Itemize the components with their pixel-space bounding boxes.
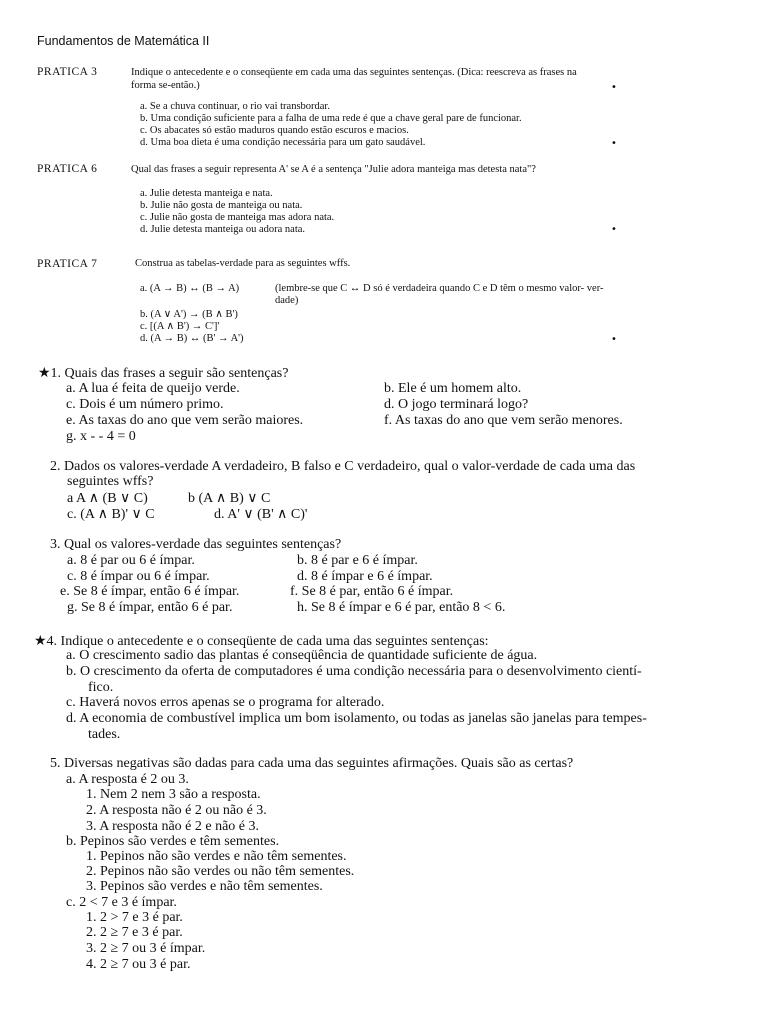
pratica-6-item-a: a. Julie detesta manteiga e nata.	[140, 188, 273, 199]
question-5-item-a: a. A resposta é 2 ou 3.	[66, 772, 189, 787]
question-3-item-g: g. Se 8 é ímpar, então 6 é par.	[67, 600, 233, 615]
question-5-a-option-3: 3. A resposta não é 2 e não é 3.	[86, 819, 260, 834]
question-5-item-c: c. 2 < 7 e 3 é ímpar.	[66, 895, 177, 910]
pratica-3-item-d: d. Uma boa dieta é uma condição necessária para um gato saudável.	[140, 137, 426, 148]
bullet-mark: •	[611, 82, 617, 93]
question-1-item-g: g. x - - 4 = 0	[66, 429, 136, 444]
pratica-7-label: PRATICA 7	[37, 258, 98, 270]
question-3-item-c: c. 8 é ímpar ou 6 é ímpar.	[67, 569, 210, 584]
question-5-item-b: b. Pepinos são verdes e têm sementes.	[66, 834, 280, 849]
question-3-item-a: a. 8 é par ou 6 é ímpar.	[67, 553, 195, 568]
bullet-mark: •	[611, 138, 617, 149]
question-4-item-a: a. O crescimento sadio das plantas é conseqüência de quantidade suficiente de água.	[66, 648, 538, 663]
question-5-c-option-2: 2. 2 ≥ 7 e 3 é par.	[86, 925, 183, 940]
question-5-a-option-1: 1. Nem 2 nem 3 são a resposta.	[86, 787, 261, 802]
pratica-3-item-c: c. Os abacates só estão maduros quando estão escuros e macios.	[140, 125, 409, 136]
question-1-item-d: d. O jogo terminará logo?	[384, 397, 529, 412]
question-1-item-a: a. A lua é feita de queijo verde.	[66, 381, 240, 396]
pratica-7-item-a: a. (A → B) ↔ (B → A)	[140, 283, 240, 294]
question-5-c-option-4: 4. 2 ≥ 7 ou 3 é par.	[86, 957, 191, 972]
question-4-title: ★4. Indique o antecedente e o conseqüente de cada uma das seguintes sentenças:	[34, 634, 489, 649]
question-2-line2: seguintes wffs?	[67, 474, 154, 489]
question-4-item-d-line1: d. A economia de combustível implica um bom isolamento, ou todas as janelas são janelas para tempes-	[66, 711, 647, 726]
pratica-3-item-a: a. Se a chuva continuar, o rio vai transbordar.	[140, 101, 330, 112]
question-1-title: ★1. Quais das frases a seguir são sentenças?	[38, 366, 289, 381]
question-1-item-e: e. As taxas do ano que vem serão maiores.	[66, 413, 304, 428]
question-5-b-option-3: 3. Pepinos são verdes e não têm sementes.	[86, 879, 323, 894]
bullet-mark: •	[611, 334, 617, 345]
pratica-6-item-b: b. Julie não gosta de manteiga ou nata.	[140, 200, 303, 211]
pratica-7-note-line1: (lembre-se que C ↔ D só é verdadeira quando C e D têm o mesmo valor- ver-	[275, 283, 604, 294]
question-2-item-b: b (A ∧ B) ∨ C	[188, 491, 271, 506]
pratica-6-item-c: c. Julie não gosta de manteiga mas adora nata.	[140, 212, 335, 223]
question-5-c-option-3: 3. 2 ≥ 7 ou 3 é ímpar.	[86, 941, 206, 956]
question-3-item-f: f. Se 8 é par, então 6 é ímpar.	[290, 584, 454, 599]
pratica-6-intro: Qual das frases a seguir representa A' se A é a sentença "Julie adora manteiga mas detesta nata"?	[131, 164, 536, 175]
pratica-3-item-b: b. Uma condição suficiente para a falha de uma rede é que a chave geral pare de funcionar.	[140, 113, 522, 124]
question-3-item-e: e. Se 8 é ímpar, então 6 é ímpar.	[60, 584, 240, 599]
question-5-c-option-1: 1. 2 > 7 e 3 é par.	[86, 910, 183, 925]
question-5-b-option-2: 2. Pepinos não são verdes ou não têm sementes.	[86, 864, 355, 879]
page-header-title: Fundamentos de Matemática II	[37, 34, 210, 48]
question-2-item-c: c. (A ∧ B)' ∨ C	[67, 507, 155, 522]
question-5-a-option-2: 2. A resposta não é 2 ou não é 3.	[86, 803, 267, 818]
question-1-item-f: f. As taxas do ano que vem serão menores.	[384, 413, 623, 428]
question-4-item-b-line2: fico.	[88, 680, 114, 695]
pratica-7-item-b: b. (A ∨ A') → (B ∧ B')	[140, 309, 238, 320]
question-4-item-b-line1: b. O crescimento da oferta de computadores é uma condição necessária para o desenvolvimento cientí-	[66, 664, 642, 679]
pratica-6-label: PRATICA 6	[37, 163, 98, 175]
question-3-title: 3. Qual os valores-verdade das seguintes sentenças?	[50, 537, 342, 552]
question-3-item-d: d. 8 é ímpar e 6 é ímpar.	[297, 569, 433, 584]
pratica-3-label: PRATICA 3	[37, 66, 98, 78]
question-1-item-b: b. Ele é um homem alto.	[384, 381, 522, 396]
pratica-3-intro-line1: Indique o antecedente e o conseqüente em cada uma das seguintes sentenças. (Dica: reescreva as frases na	[131, 67, 577, 78]
pratica-7-note-line2: dade)	[275, 295, 299, 306]
pratica-3-intro-line2: forma se-então.)	[131, 80, 200, 91]
question-5-title: 5. Diversas negativas são dadas para cada uma das seguintes afirmações. Quais são as certas?	[50, 756, 574, 771]
pratica-7-item-c: c. [(A ∧ B') → C']'	[140, 321, 220, 332]
question-2-item-d: d. A' ∨ (B' ∧ C)'	[214, 507, 308, 522]
pratica-7-item-d: d. (A → B) ↔ (B' → A')	[140, 333, 244, 344]
question-1-item-c: c. Dois é um número primo.	[66, 397, 224, 412]
question-3-item-h: h. Se 8 é ímpar e 6 é par, então 8 < 6.	[297, 600, 506, 615]
question-2-line1: 2. Dados os valores-verdade A verdadeiro, B falso e C verdadeiro, qual o valor-verdade de cada uma das	[50, 459, 636, 474]
pratica-6-item-d: d. Julie detesta manteiga ou adora nata.	[140, 224, 306, 235]
question-2-item-a: a A ∧ (B ∨ C)	[67, 491, 148, 506]
question-5-b-option-1: 1. Pepinos não são verdes e não têm sementes.	[86, 849, 347, 864]
pratica-7-intro: Construa as tabelas-verdade para as seguintes wffs.	[135, 258, 351, 269]
question-4-item-c: c. Haverá novos erros apenas se o programa for alterado.	[66, 695, 385, 710]
question-4-item-d-line2: tades.	[88, 727, 121, 742]
bullet-mark: •	[611, 224, 617, 235]
question-3-item-b: b. 8 é par e 6 é ímpar.	[297, 553, 418, 568]
